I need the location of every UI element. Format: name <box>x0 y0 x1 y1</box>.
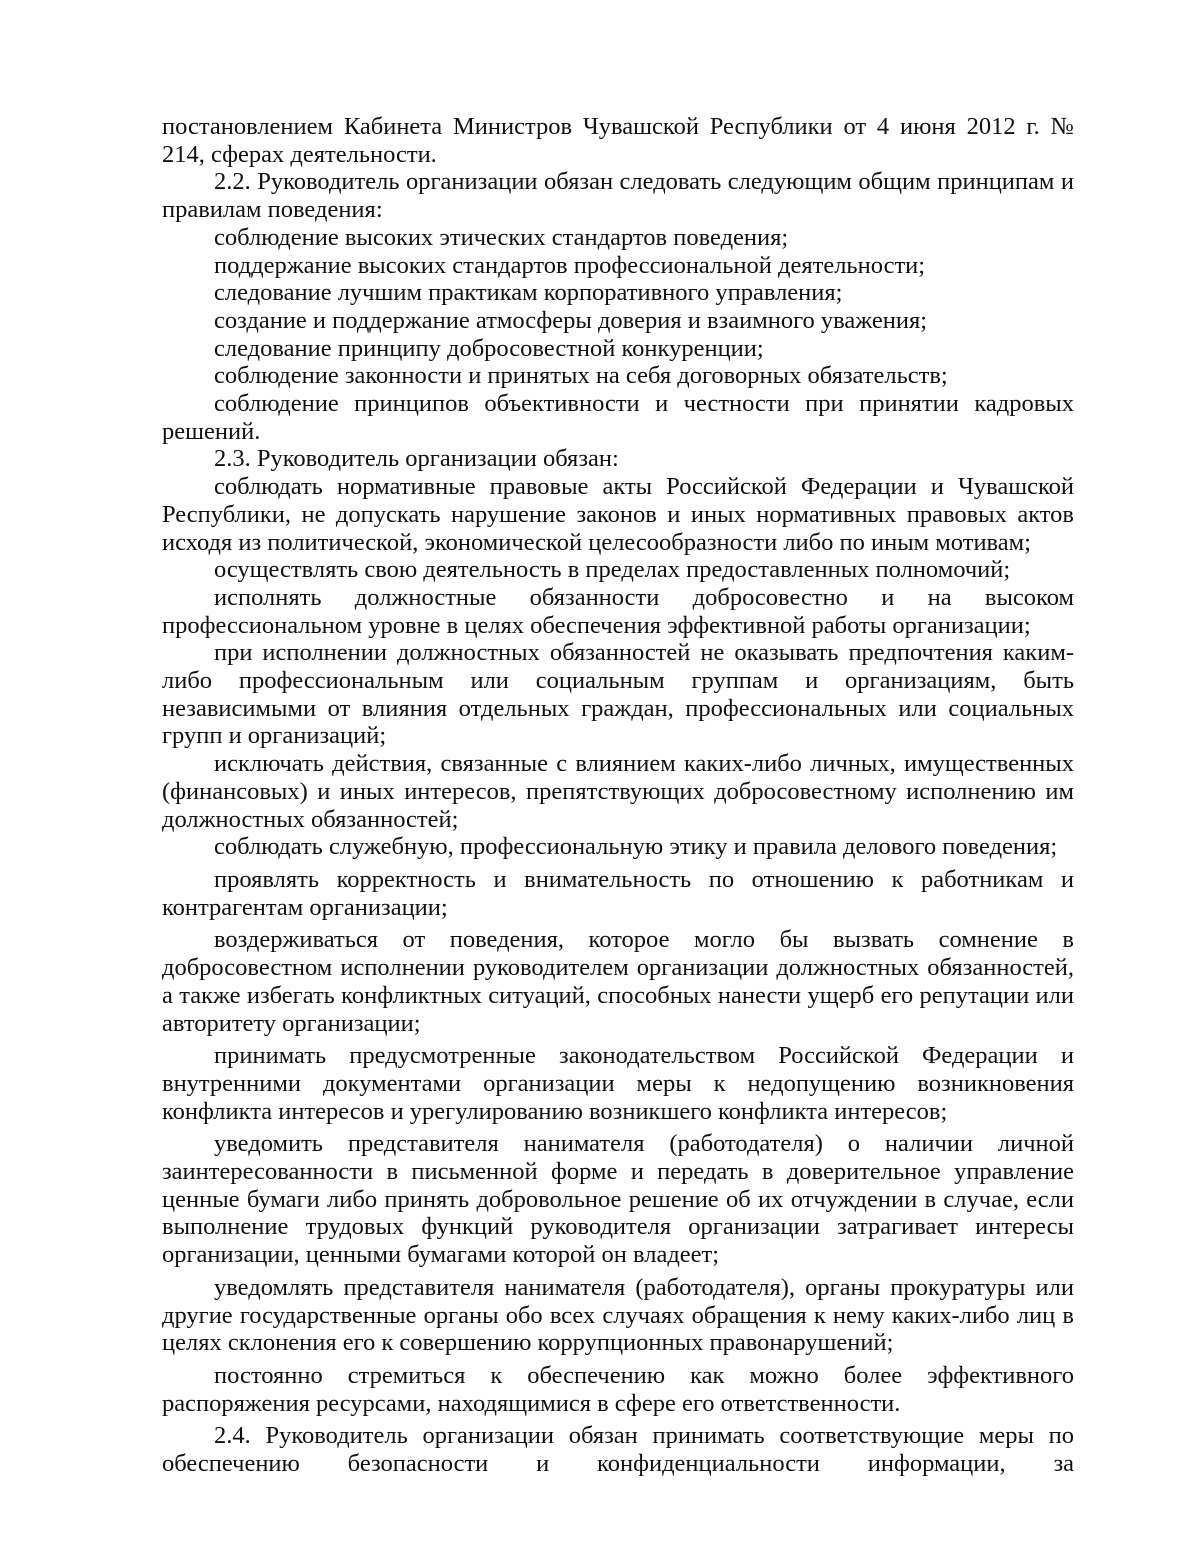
list-item: соблюдать нормативные правовые акты Российской Федерации и Чувашской Республики, не допускать нарушение законов и иных нормативных правовых актов исходя из политической, экономической целесообразности либо по иным мотивам; <box>162 473 1074 556</box>
paragraph-2-2: 2.2. Руководитель организации обязан следовать следующим общим принципам и правилам поведения: <box>162 168 1074 224</box>
document-body <box>162 113 1074 1478</box>
list-item: создание и поддержание атмосферы доверия и взаимного уважения; <box>214 306 928 334</box>
list-item: соблюдение принципов объективности и честности при принятии кадровых решений. <box>162 390 1074 445</box>
list-item: воздерживаться от поведения, которое могло бы вызвать сомнение в добросовестном исполнении руководителем организации должностных обязанностей, а также избегать конфликтных ситуаций, способных нанести ущерб его репутации или авторитету организации; <box>162 926 1074 1037</box>
list-item: следование лучшим практикам корпоративного управления; <box>214 279 843 307</box>
paragraph-2-4: 2.4. Руководитель организации обязан принимать соответствующие меры по обеспечению безопасности и конфиденциальности информации, за <box>162 1422 1074 1478</box>
list-item: поддержание высоких стандартов профессиональной деятельности; <box>214 251 926 279</box>
list-item: соблюдение высоких этических стандартов поведения; <box>214 223 789 251</box>
list-item: осуществлять свою деятельность в пределах предоставленных полномочий; <box>214 556 1011 584</box>
list-item: постоянно стремиться к обеспечению как можно более эффективного распоряжения ресурсами, находящимися в сфере его ответственности. <box>162 1361 1074 1417</box>
paragraph-continuation: постановлением Кабинета Министров Чувашской Республики от 4 июня 2012 г. № 214, сферах деятельности. <box>162 113 1074 168</box>
list-item: принимать предусмотренные законодательством Российской Федерации и внутренними документами организации меры к недопущению возникновения конфликта интересов и урегулированию возникшего конфликта интересов; <box>162 1042 1074 1125</box>
list-item: исключать действия, связанные с влиянием каких-либо личных, имущественных (финансовых) и иных интересов, препятствующих добросовестному исполнению им должностных обязанностей; <box>162 750 1074 833</box>
list-item: соблюдать служебную, профессиональную этику и правила делового поведения; <box>214 833 1058 861</box>
list-item: при исполнении должностных обязанностей не оказывать предпочтения каким-либо профессиональным или социальным группам и организациям, быть независимыми от влияния отдельных граждан, профессиональных или социальных групп и организаций; <box>162 639 1074 750</box>
list-item: уведомить представителя нанимателя (работодателя) о наличии личной заинтересованности в письменной форме и передать в доверительное управление ценные бумаги либо принять добровольное решение об их отчуждении в случае, если выполнение трудовых функций руководителя организации затрагивает интересы организации, ценными бумагами которой он владеет; <box>162 1130 1074 1269</box>
list-item: исполнять должностные обязанности добросовестно и на высоком профессиональном уровне в целях обеспечения эффективной работы организации; <box>162 583 1074 639</box>
list-item: проявлять корректность и внимательность по отношению к работникам и контрагентам организации; <box>162 865 1074 921</box>
paragraph-2-3: 2.3. Руководитель организации обязан: <box>214 445 619 473</box>
list-item: следование принципу добросовестной конкуренции; <box>214 334 764 362</box>
list-item: уведомлять представителя нанимателя (работодателя), органы прокуратуры или другие государственные органы обо всех случаях обращения к нему каких-либо лиц в целях склонения его к совершению коррупционных правонарушений; <box>162 1273 1074 1357</box>
list-item: соблюдение законности и принятых на себя договорных обязательств; <box>214 362 948 390</box>
